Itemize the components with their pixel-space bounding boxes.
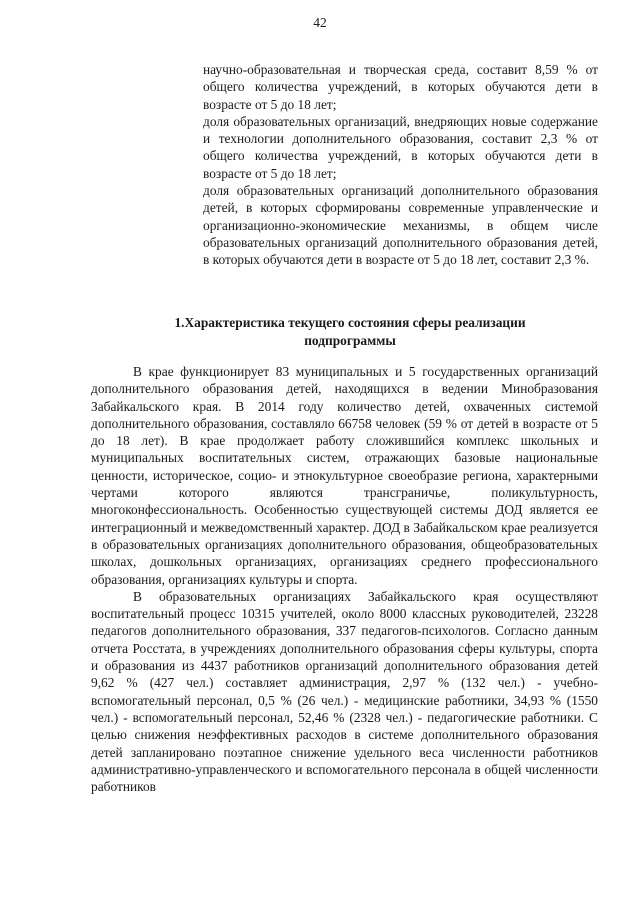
list-item: доля образовательных организаций дополнительного образования детей, в которых сформированы современные управленческие и организационно-экономические механизмы, в общем числе образовательных организаций дополнительного образования детей, в которых обучаются дети в возрасте от 5 до 18 лет, составит 2,3 %. (203, 183, 598, 268)
list-item: научно-образовательная и творческая среда, составит 8,59 % от общего количества учреждений, в которых обучаются дети в возрасте от 5 до 18 лет; (203, 62, 598, 112)
paragraph: В крае функционирует 83 муниципальных и 5 государственных организаций дополнительного образования детей, находящихся в ведении Минобразования Забайкальского края. В 2014 году количество детей, охваченных системой дополнительного образования, составляло 66758 человек (59 % от детей в возрасте от 5 до 18 лет). В крае продолжает работу сложившийся комплекс школьных и муниципальных воспитательных систем, отражающих базовые национальные ценности, историческое, социо- и этнокультурное своеобразие региона, характерными чертами которого являются трансграничье, поликультурность, многоконфессиональность. Особенностью существующей системы ДОД является ее интеграционный и межведомственный характер. ДОД в Забайкальском крае реализуется в образовательных организациях дополнительного образования, общеобразовательных школах, дошкольных организациях, организациях среднего профессионального образования, организациях культуры и спорта. (91, 364, 598, 587)
page-number: 42 (313, 15, 327, 30)
target-indicators-list (203, 61, 598, 269)
section-body (91, 363, 598, 795)
paragraph: В образовательных организациях Забайкальского края осуществляют воспитательный процесс 10315 учителей, около 8000 классных руководителей, 23228 педагогов дополнительного образования, 337 педагогов-психологов. Согласно данным отчета Росстата, в учреждениях дополнительного образования сферы культуры, спорта и образования из 4437 работников организаций дополнительного образования детей 9,62 % (427 чел.) составляет администрация, 2,97 % (132 чел.) - учебно-вспомогательный персонал, 0,5 % (26 чел.) - медицинские работники, 34,93 % (1550 чел.) - вспомогательный персонал, 52,46 % (2328 чел.) - педагогические работники. С целью снижения неэффективных расходов в системе дополнительного образования детей запланировано поэтапное снижение удельного веса численности работников административно-управленческого и вспомогательного персонала в общей численности работников (91, 588, 598, 795)
section-heading: 1.Характеристика текущего состояния сферы реализации подпрограммы (174, 315, 526, 348)
list-item: доля образовательных организаций, внедряющих новые содержание и технологии дополнительного образования, составит 2,3 % от общего количества учреждений, в которых обучаются дети в возрасте от 5 до 18 лет; (203, 113, 598, 181)
